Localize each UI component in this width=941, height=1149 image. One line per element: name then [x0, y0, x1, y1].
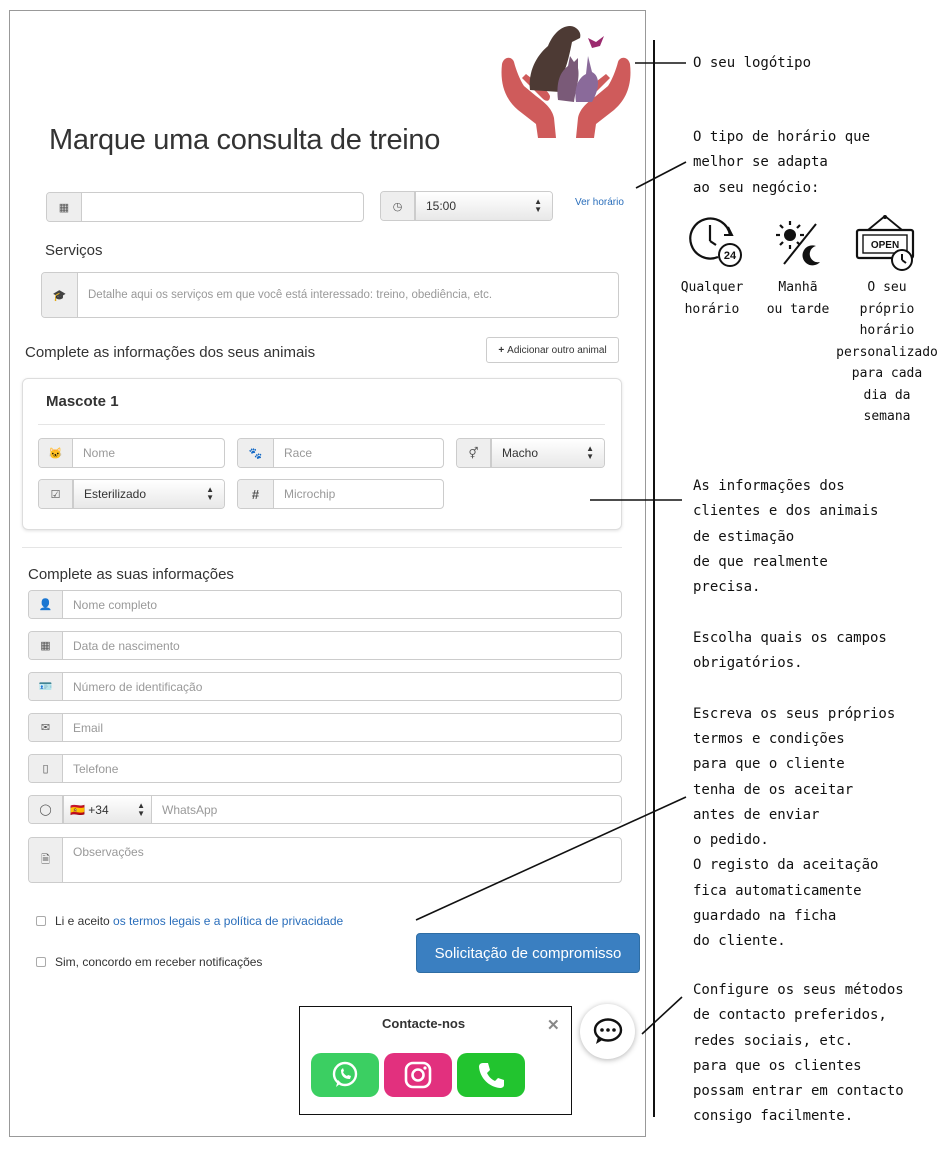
client-heading: Complete as suas informações — [28, 566, 234, 583]
annotation-logo: O seu logótipo — [693, 55, 812, 71]
graduation-cap-icon: 🎓 — [42, 273, 78, 317]
pet-name-input[interactable]: 🐱 Nome — [38, 438, 225, 468]
page-title: Marque uma consulta de treino — [49, 124, 441, 156]
notifications-label: Sim, concordo em receber notificações — [55, 955, 263, 969]
clock-24-icon — [688, 215, 744, 267]
open-sign-icon — [854, 214, 916, 272]
svg-text:OPEN: OPEN — [870, 240, 900, 251]
caption-morning-afternoon: Manhã ou tarde — [766, 280, 830, 317]
select-caret-icon: ▲ ▼ — [586, 444, 594, 461]
submit-request-button[interactable]: Solicitação de compromisso — [416, 933, 640, 973]
whatsapp-icon: ◯ — [29, 796, 63, 823]
cat-icon: 🐱 — [39, 439, 73, 467]
checkbox-icon: ☑ — [39, 480, 73, 508]
caption-custom-schedule: O seu próprio horário personalizado para cada dia da semana — [836, 280, 938, 424]
whatsapp-input[interactable]: ◯ 🇪🇸 +34 ▲ ▼ WhatsApp — [28, 795, 622, 824]
plus-icon: + — [498, 344, 505, 356]
user-icon: 👤 — [29, 591, 63, 618]
phone-input[interactable]: ▯ Telefone — [28, 754, 622, 783]
time-select[interactable]: ◷ 15:00 ▲ ▼ — [380, 191, 553, 221]
id-card-icon: 🪪 — [29, 673, 63, 700]
svg-text:24: 24 — [723, 250, 737, 262]
sun-moon-icon — [772, 218, 826, 270]
close-icon[interactable]: ✕ — [547, 1017, 560, 1034]
email-input[interactable]: ✉ Email — [28, 713, 622, 742]
pet-microchip-input[interactable]: # Microchip — [237, 479, 444, 509]
annotation-contact: Configure os seus métodos de contacto preferidos, redes sociais, etc. para que os clientes possam entrar em contacto consigo facilmente. — [693, 982, 904, 1125]
calendar-icon: ▦ — [29, 632, 63, 659]
pets-heading: Complete as informações dos seus animais — [25, 344, 316, 361]
select-caret-icon: ▲ ▼ — [206, 485, 214, 502]
terms-label: Li e aceito os termos legais e a política de privacidade — [55, 914, 344, 928]
fullname-input[interactable]: 👤 Nome completo — [28, 590, 622, 619]
annotation-schedule-type: O tipo de horário que melhor se adapta ao seu negócio: — [693, 129, 871, 196]
id-number-input[interactable]: 🪪 Número de identificação — [28, 672, 622, 701]
ver-horario-link[interactable]: Ver horário — [575, 197, 624, 208]
services-input[interactable]: 🎓 Detalhe aqui os serviços em que você está interessado: treino, obediência, etc. — [41, 272, 619, 318]
hash-icon: # — [238, 480, 274, 508]
pet-sterilized-select[interactable]: ☑ Esterilizado ▲ ▼ — [38, 479, 225, 509]
notes-textarea[interactable]: 🗎 Observações — [28, 837, 622, 883]
select-caret-icon: ▲ ▼ — [137, 800, 145, 818]
country-code-select[interactable]: 🇪🇸 +34 ▲ ▼ — [63, 796, 152, 823]
pet-sex-select[interactable]: ⚥ Macho ▲ ▼ — [456, 438, 605, 468]
caption-any-time: Qualquer horário — [680, 280, 744, 317]
calendar-icon: ▦ — [47, 193, 82, 221]
services-heading: Serviços — [45, 242, 103, 259]
document-icon: 🗎 — [29, 838, 63, 882]
annotation-info-fields: As informações dos clientes e dos animais de estimação de que realmente precisa. Escolha quais os campos obrigatórios. Escreva os seus próprios termos e condições para que o cliente tenha de os aceitar antes de enviar o pedido. O registo da aceitação fica automaticamente guardado na ficha do cliente. — [693, 478, 896, 950]
mobile-phone-icon: ▯ — [29, 755, 63, 782]
pet-card-title: Mascote 1 — [46, 393, 119, 410]
gender-icon: ⚥ — [457, 439, 491, 467]
paw-icon: 🐾 — [238, 439, 274, 467]
add-pet-button[interactable]: + Adicionar outro animal — [486, 337, 619, 363]
pet-race-input[interactable]: 🐾 Race — [237, 438, 444, 468]
clock-icon: ◷ — [381, 192, 415, 220]
contact-popup-title: Contacte-nos — [382, 1016, 466, 1031]
terms-link[interactable]: os termos legais e a política de privacidade — [113, 914, 344, 928]
select-caret-icon: ▲ ▼ — [534, 197, 542, 214]
spain-flag-icon: 🇪🇸 — [70, 802, 85, 817]
birthdate-input[interactable]: ▦ Data de nascimento — [28, 631, 622, 660]
envelope-icon: ✉ — [29, 714, 63, 741]
